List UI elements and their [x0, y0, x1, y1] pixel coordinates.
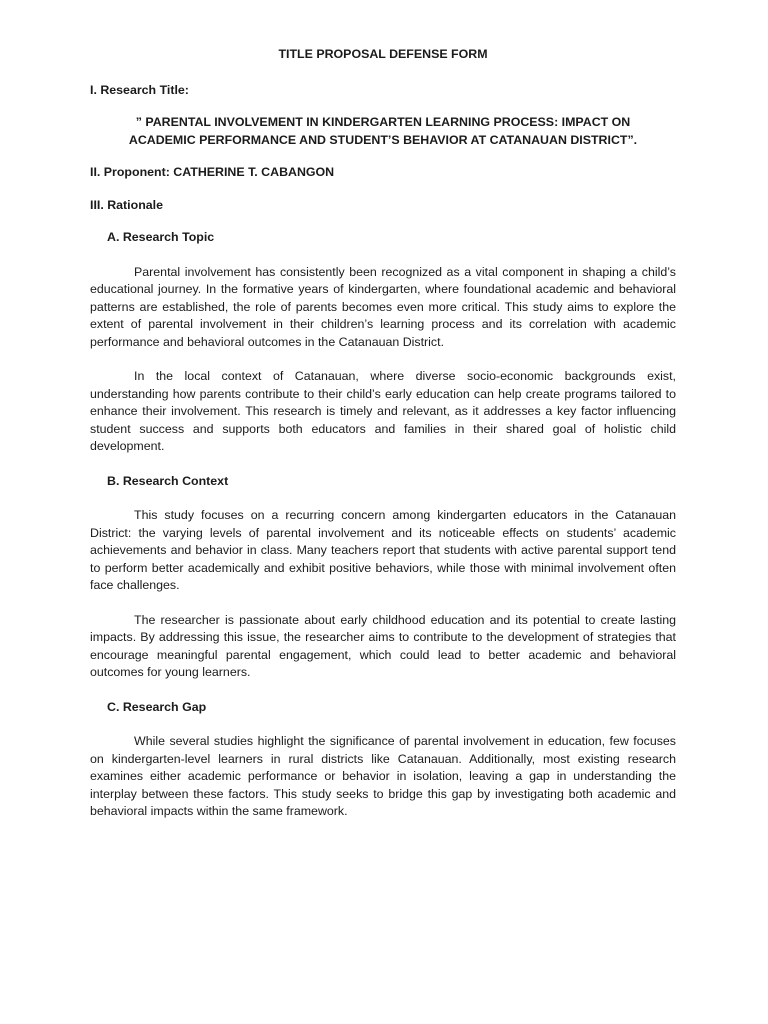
section-heading-research-context: B. Research Context [107, 473, 229, 488]
document-page [90, 40, 676, 838]
paragraph: This study focuses on a recurring concern among kindergarten educators in the Catanauan District: the varying levels of parental involvement and its noticeable effects on students’ academic achievements and behavior in class. Many teachers report that students with active parental support tend to perform better academically and exhibit positive behaviors, while those with minimal involvement often face challenges. [90, 508, 676, 592]
section-heading-research-topic: A. Research Topic [107, 230, 215, 244]
proponent: II. Proponent: CATHERINE T. CABANGON [90, 165, 335, 179]
paragraph: Parental involvement has consistently been recognized as a vital component in shaping a child’s educational journey. In the formative years of kindergarten, where foundational academic and behavioral patterns are established, the role of parents becomes even more critical. This study aims to explore the extent of parental involvement in their children’s learning process and its correlation with academic performance and behavioral outcomes in the Catanauan District. [90, 264, 676, 349]
research-title: ” PARENTAL INVOLVEMENT IN KINDERGARTEN LEARNING PROCESS: IMPACT ON ACADEMIC PERFORMANCE AND STUDENT’S BEHAVIOR AT CATANAUAN DISTRICT”. [128, 115, 638, 147]
section-heading-research-gap: C. Research Gap [107, 699, 207, 714]
paragraph: While several studies highlight the significance of parental involvement in education, few focuses on kindergarten-level learners in rural districts like Catanauan. Additionally, most existing research examines either academic performance or behavior in isolation, leaving a gap in understanding the interplay between these factors. This study seeks to bridge this gap by investigating both academic and behavioral impacts within the same framework. [90, 734, 676, 818]
paragraph: The researcher is passionate about early childhood education and its potential to create lasting impacts. By addressing this issue, the researcher aims to contribute to the development of strategies that encourage meaningful parental engagement, which could lead to better academic and behavioral outcomes for young learners. [90, 612, 676, 679]
rationale-label: III. Rationale [90, 197, 163, 212]
form-title: TITLE PROPOSAL DEFENSE FORM [278, 47, 488, 61]
paragraph: In the local context of Catanauan, where diverse socio-economic backgrounds exist, understanding how parents contribute to their child’s early education can help create programs tailored to enhance their involvement. This research is timely and relevant, as it addresses a key factor influencing student success and supports both educators and families in their shared goal of holistic child development. [90, 369, 676, 453]
research-title-label: I. Research Title: [90, 82, 189, 97]
